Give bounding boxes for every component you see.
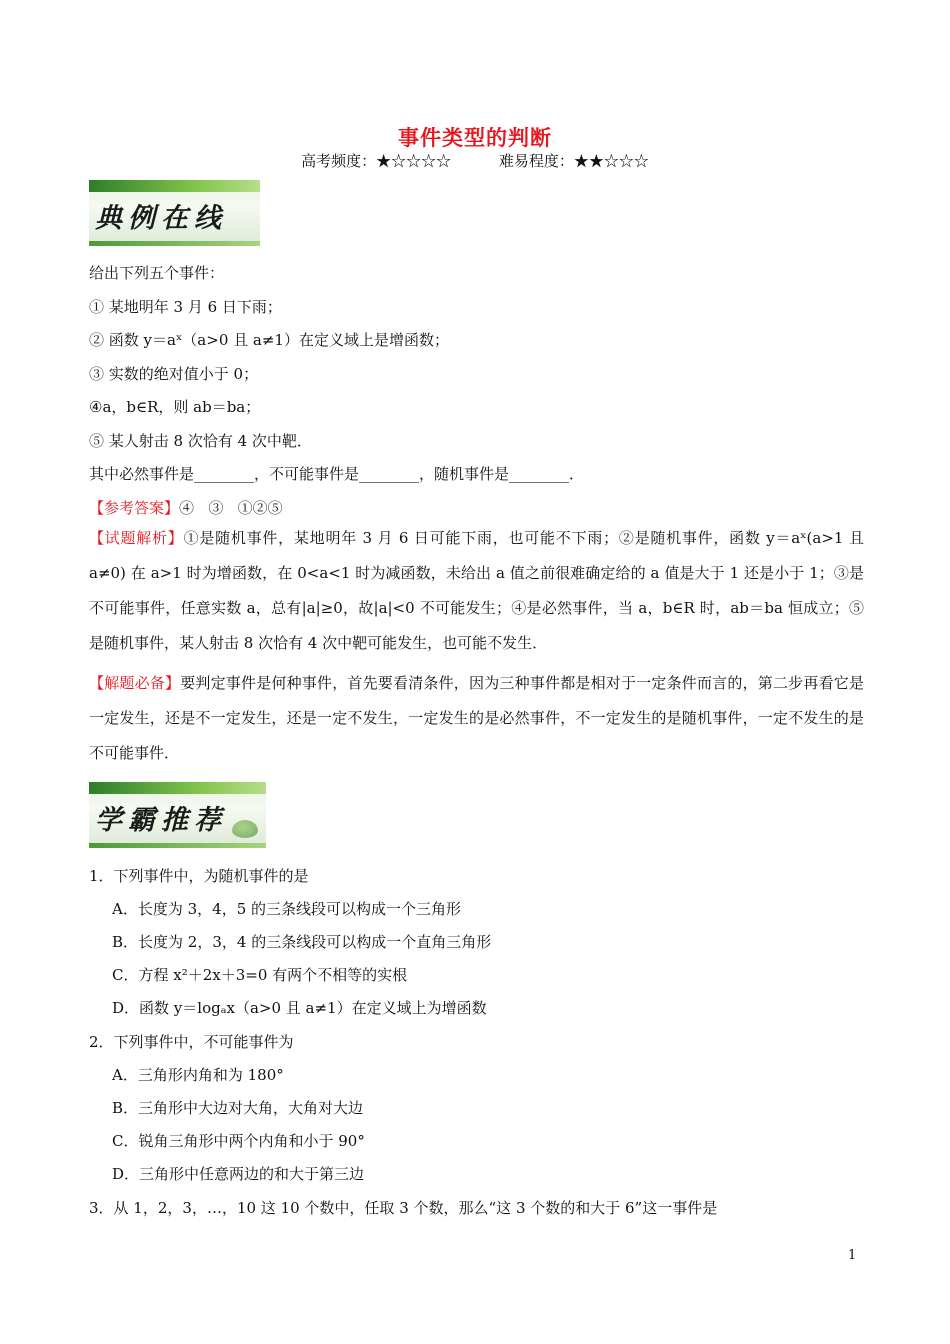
page-title: 事件类型的判断 [398,126,552,150]
question-2-option-a: A．三角形内角和为 180° [112,1066,284,1084]
tip-label: 【解题必备】 [89,674,181,692]
question-2-stem: 2．下列事件中，不可能事件为 [89,1033,294,1051]
tip-paragraph [89,666,864,771]
example-item-5: ⑤ 某人射击 8 次恰有 4 次中靶． [89,432,312,450]
question-1-option-b: B．长度为 2，3，4 的三条线段可以构成一个直角三角形 [112,933,492,951]
question-1-option-a: A．长度为 3，4，5 的三条线段可以构成一个三角形 [112,900,462,918]
answer-text: ④ ③ ①②⑤ [179,499,283,517]
question-1-option-c: C．方程 x²＋2x＋3=0 有两个不相等的实根 [112,966,408,984]
page-number: 1 [848,1248,857,1263]
question-1-option-d: D．函数 y＝logₐx（a>0 且 a≠1）在定义域上为增函数 [112,999,487,1017]
answer-label: 【参考答案】 [89,499,180,517]
example-intro: 给出下列五个事件： [89,264,225,282]
difficulty-line: 高考频度：★☆☆☆☆ 难易程度：★★☆☆☆ [301,152,649,170]
analysis-label: 【试题解析】 [89,529,184,547]
leaf-icon [232,820,258,838]
section-banner-recommend [89,782,266,848]
question-2-option-d: D．三角形中任意两边的和大于第三边 [112,1165,365,1183]
section-banner-example [89,180,260,246]
question-3-stem: 3．从 1，2，3，…，10 这 10 个数中，任取 3 个数，那么“这 3 个数的和大于 6”这一事件是 [89,1199,718,1217]
tip-text: 要判定事件是何种事件，首先要看清条件，因为三种事件都是相对于一定条件而言的，第二步再看它是一定发生，还是不一定发生，还是一定不发生，一定发生的是必然事件，不一定发生的是随机事件，一定不发生的是不可能事件． [89,674,864,762]
analysis-paragraph [89,521,864,661]
example-item-1: ① 某地明年 3 月 6 日下雨； [89,298,282,316]
section-heading-recommend: 学霸推荐 [95,805,227,836]
example-item-2: ② 函数 y＝aˣ（a>0 且 a≠1）在定义域上是增函数； [89,331,449,349]
answer-row [89,498,283,518]
example-item-4: ④a，b∈R，则 ab＝ba； [89,398,261,416]
question-2-option-c: C．锐角三角形中两个内角和小于 90° [112,1132,365,1150]
analysis-text: ①是随机事件，某地明年 3 月 6 日可能下雨，也可能不下雨；②是随机事件，函数 y＝aˣ(a>1 且 a≠0) 在 a>1 时为增函数，在 0<a<1 时为减函数，未给出 a 值之前很难确定给的 a 值是大于 1 还是小于 1；③是不可能事件，任意实数 a，总有|a|≥0，故|a|<0 不可能发生；④是必然事件，当 a，b∈R 时，ab＝ba 恒成立；⑤是随机事件，某人射击 8 次恰有 4 次中靶可能发生，也可能不发生． [89,529,864,652]
question-1-stem: 1．下列事件中，为随机事件的是 [89,867,309,885]
section-heading-example: 典例在线 [95,203,227,234]
question-2-option-b: B．三角形中大边对大角，大角对大边 [112,1099,364,1117]
example-question: 其中必然事件是________，不可能事件是________，随机事件是________． [89,465,585,483]
example-item-3: ③ 实数的绝对值小于 0； [89,365,259,383]
